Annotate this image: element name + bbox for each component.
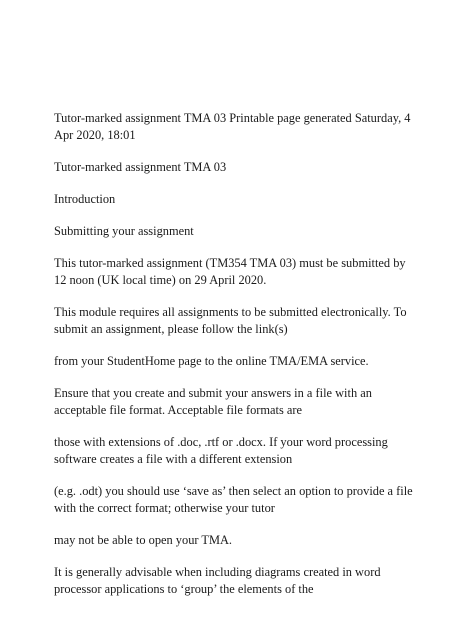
paragraph-extensions: those with extensions of .doc, .rtf or .docx. If your word processing software creates a file with a different extension [54,435,388,466]
header-line: Tutor-marked assignment TMA 03 Printable page generated Saturday, 4 Apr 2020, 18:01 [54,111,411,142]
section-heading-introduction: Introduction [54,192,116,206]
paragraph-save-as: (e.g. .odt) you should use ‘save as’ then select an option to provide a file with the correct format; otherwise your tutor [54,484,413,515]
paragraph-deadline: This tutor-marked assignment (TM354 TMA 03) must be submitted by 12 noon (UK local time) on 29 April 2020. [54,256,406,287]
document-body [54,110,414,613]
paragraph-diagrams: It is generally advisable when including diagrams created in word processor applications to ‘group’ the elements of the [54,565,381,596]
paragraph-studenthome: from your StudentHome page to the online TMA/EMA service. [54,354,369,368]
paragraph-open-tma: may not be able to open your TMA. [54,533,233,547]
section-heading-submitting: Submitting your assignment [54,224,194,238]
paragraph-file-format: Ensure that you create and submit your answers in a file with an acceptable file format. Acceptable file formats are [54,386,372,417]
paragraph-electronic-submission: This module requires all assignments to be submitted electronically. To submit an assignment, please follow the link(s) [54,305,407,336]
document-title: Tutor-marked assignment TMA 03 [54,160,227,174]
